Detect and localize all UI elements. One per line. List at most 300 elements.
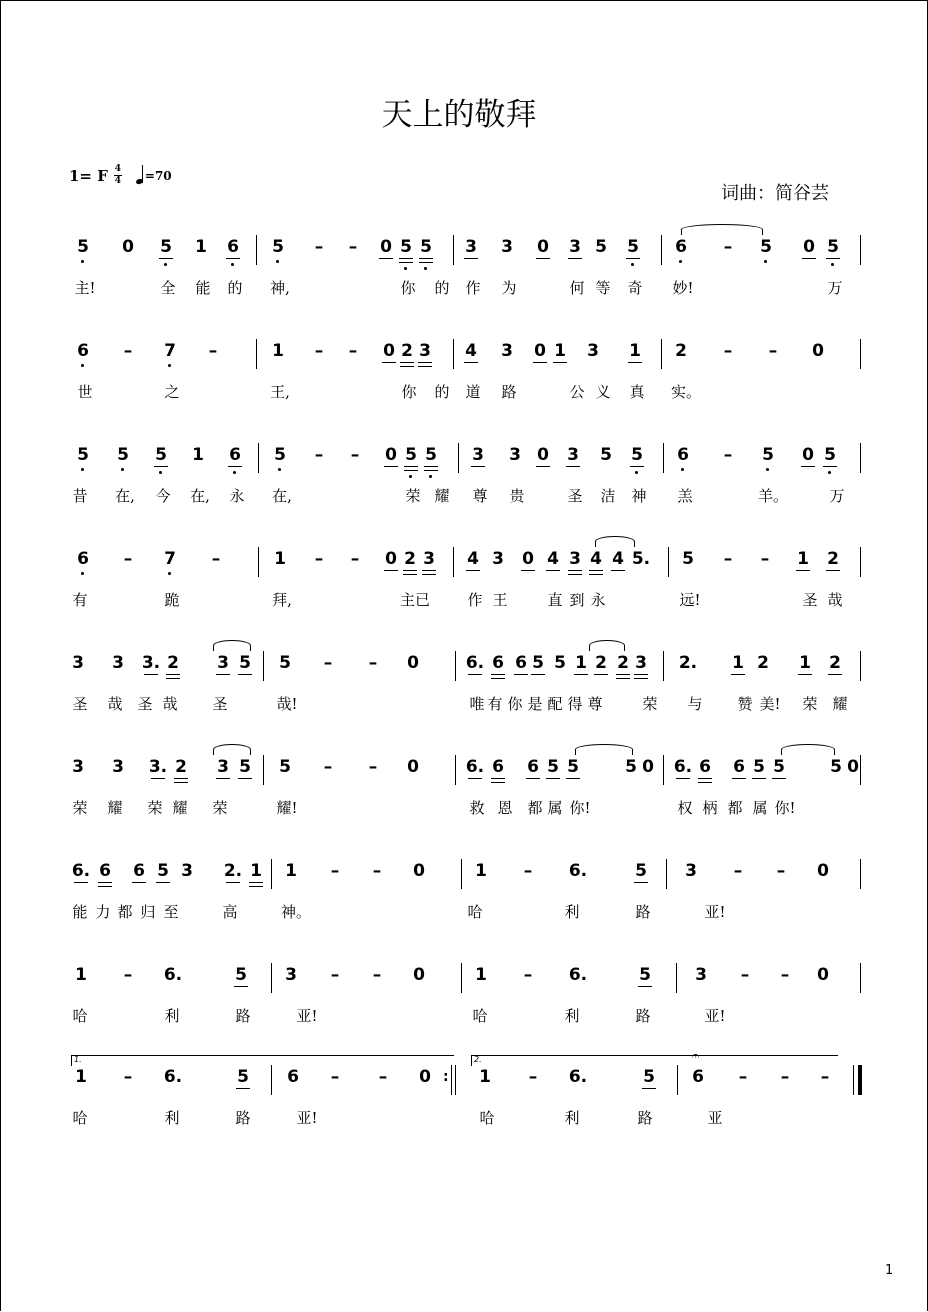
note: 3: [181, 861, 193, 881]
barline: [860, 547, 861, 577]
note: 2: [595, 653, 607, 673]
underline-beam: [526, 778, 540, 779]
underline-beam: [772, 778, 786, 779]
note: 7: [164, 549, 176, 569]
lyric-syllable: 永: [590, 591, 606, 609]
low-octave-dot: [831, 263, 834, 266]
underline-beam: [638, 986, 652, 987]
lyric-syllable: 何: [569, 279, 585, 297]
note: 5: [635, 861, 647, 881]
note: 6: [675, 237, 687, 257]
lyric-syllable: 哈: [467, 903, 483, 921]
note: 5: [554, 653, 566, 673]
underline-beam: [546, 570, 560, 571]
underline-beam: [642, 1088, 656, 1089]
barline: [860, 859, 861, 889]
note: 3: [423, 549, 435, 569]
note: 3: [567, 445, 579, 465]
lyric-syllable: 圣: [802, 591, 818, 609]
lyric-syllable: 至: [163, 903, 179, 921]
note: 0: [817, 965, 829, 985]
underline-beam: [491, 678, 505, 679]
note: 5: [405, 445, 417, 465]
note: 1: [192, 445, 204, 465]
note: 2: [675, 341, 687, 361]
underline-beam: [159, 258, 173, 259]
barline: [853, 1065, 854, 1095]
lyric-syllable: 高: [222, 903, 238, 921]
note: 2: [175, 757, 187, 777]
note: 1: [274, 549, 286, 569]
tie-slur: [595, 536, 635, 547]
note: 5: [639, 965, 651, 985]
lyric-syllable: 利: [564, 903, 580, 921]
note: 2: [829, 653, 841, 673]
lyric-syllable: 力: [95, 903, 111, 921]
underline-beam: [384, 466, 398, 467]
note: 4: [590, 549, 602, 569]
low-octave-dot: [233, 471, 236, 474]
lyric-syllable: 耀: [832, 695, 848, 713]
note: 6: [733, 757, 745, 777]
note: 1: [475, 965, 487, 985]
note: –: [776, 861, 786, 881]
score-system: [1, 1049, 927, 1168]
low-octave-dot: [681, 468, 684, 471]
volta-bracket: [71, 1055, 454, 1066]
barline: [455, 651, 456, 681]
note: 1: [250, 861, 262, 881]
note: 0: [812, 341, 824, 361]
note: 5: [827, 237, 839, 257]
lyric-syllable: 为: [501, 279, 517, 297]
song-title: 天上的敬拜: [381, 97, 537, 133]
note: –: [768, 341, 778, 361]
underline-beam: [399, 258, 413, 259]
note: 5: [274, 445, 286, 465]
note: 5: [753, 757, 765, 777]
barline: [263, 651, 264, 681]
time-signature: [114, 165, 122, 186]
note: 6: [133, 861, 145, 881]
underline-beam: [546, 778, 560, 779]
note: 0: [385, 549, 397, 569]
lyric-syllable: 拜,: [272, 591, 292, 609]
low-octave-dot: [429, 475, 432, 478]
barline: [271, 1065, 272, 1095]
lyric-syllable: 你: [507, 695, 523, 713]
lyric-syllable: 路: [635, 1007, 651, 1025]
lyric-syllable: 圣: [212, 695, 228, 713]
underline-beam: [826, 258, 840, 259]
lyric-syllable: 直: [547, 591, 563, 609]
lyric-syllable: 都: [727, 799, 743, 817]
underline-beam: [634, 674, 648, 675]
lyric-syllable: 利: [164, 1007, 180, 1025]
notation-row: [63, 649, 867, 689]
note: 5: [760, 237, 772, 257]
score-system: [1, 753, 927, 858]
low-octave-dot: [159, 471, 162, 474]
barline: [860, 755, 861, 785]
lyric-syllable: 永: [229, 487, 245, 505]
lyric-syllable: 利: [564, 1007, 580, 1025]
underline-beam: [156, 882, 170, 883]
barline: [668, 547, 669, 577]
underline-beam: [466, 570, 480, 571]
underline-beam: [418, 366, 432, 367]
lyric-syllable: 跪: [164, 591, 180, 609]
low-octave-dot: [81, 260, 84, 263]
note: 7: [164, 341, 176, 361]
note: 6.: [71, 861, 91, 881]
note: 3: [569, 549, 581, 569]
notation-row: [63, 337, 867, 377]
note: 4: [467, 549, 479, 569]
repeat-dots: :: [443, 1069, 449, 1085]
underline-beam: [616, 674, 630, 675]
note: –: [314, 341, 324, 361]
note: 1: [272, 341, 284, 361]
underline-beam: [491, 782, 505, 783]
note: –: [372, 965, 382, 985]
underline-beam: [589, 574, 603, 575]
lyric-syllable: 作: [467, 591, 483, 609]
notation-row: [63, 857, 867, 897]
note: 5: [155, 445, 167, 465]
note: 6: [77, 549, 89, 569]
note: –: [350, 445, 360, 465]
barline: [271, 963, 272, 993]
underline-beam: [236, 1088, 250, 1089]
lyric-syllable: 远!: [679, 591, 701, 609]
note: 1: [285, 861, 297, 881]
note: 5: [773, 757, 785, 777]
lyric-syllable: 哉: [162, 695, 178, 713]
lyric-syllable: 属: [547, 799, 563, 817]
note: 6.: [163, 965, 183, 985]
underline-beam: [379, 258, 393, 259]
low-octave-dot: [404, 267, 407, 270]
note: 3: [501, 341, 513, 361]
note: 3: [217, 653, 229, 673]
note: 2: [827, 549, 839, 569]
low-octave-dot: [278, 468, 281, 471]
lyric-syllable: 主!: [74, 279, 96, 297]
underline-beam: [228, 466, 242, 467]
underline-beam: [514, 674, 528, 675]
time-top: 4: [114, 164, 122, 174]
note: 1: [195, 237, 207, 257]
underline-beam: [422, 570, 436, 571]
underline-beam: [403, 570, 417, 571]
note: –: [314, 549, 324, 569]
note: –: [760, 549, 770, 569]
lyric-syllable: 今: [155, 487, 171, 505]
note: 6: [515, 653, 527, 673]
note: 5: [235, 965, 247, 985]
page-number: 1: [885, 1263, 894, 1278]
underline-beam: [166, 678, 180, 679]
low-octave-dot: [81, 364, 84, 367]
lyric-syllable: 能: [72, 903, 88, 921]
note: 0: [419, 1067, 431, 1087]
barline: [258, 443, 259, 473]
lyric-syllable: 亚!: [704, 903, 726, 921]
barline: [676, 963, 677, 993]
note: –: [330, 861, 340, 881]
note: –: [723, 445, 733, 465]
tie-slur: [213, 744, 251, 755]
note: –: [123, 1067, 133, 1087]
underline-beam: [216, 674, 230, 675]
barline: [461, 963, 462, 993]
note: 6: [699, 757, 711, 777]
low-octave-dot: [766, 468, 769, 471]
underline-beam: [400, 366, 414, 367]
note: 5.: [631, 549, 651, 569]
note: 1: [575, 653, 587, 673]
lyric-syllable: 恩: [497, 799, 513, 817]
underline-beam: [98, 882, 112, 883]
note: 3: [112, 653, 124, 673]
note: 3: [285, 965, 297, 985]
lyric-syllable: 归: [140, 903, 156, 921]
lyric-syllable: 等: [595, 279, 611, 297]
tempo-value: =70: [144, 168, 172, 183]
note: –: [330, 1067, 340, 1087]
underline-beam: [226, 258, 240, 259]
note: 6: [287, 1067, 299, 1087]
underline-beam: [216, 778, 230, 779]
note: –: [314, 445, 324, 465]
low-octave-dot: [409, 475, 412, 478]
lyric-syllable: 路: [235, 1007, 251, 1025]
note: 5: [157, 861, 169, 881]
lyric-syllable: 耀: [172, 799, 188, 817]
note: 0: [122, 237, 134, 257]
note: 3: [501, 237, 513, 257]
score-system: [1, 961, 927, 1066]
low-octave-dot: [168, 364, 171, 367]
lyric-syllable: 的: [227, 279, 243, 297]
note: 5: [532, 653, 544, 673]
note: 3.: [148, 757, 168, 777]
barline: [453, 339, 454, 369]
underline-beam: [589, 570, 603, 571]
note: 5: [627, 237, 639, 257]
lyric-syllable: 在,: [115, 487, 135, 505]
underline-beam: [611, 570, 625, 571]
barline: [860, 443, 861, 473]
note: –: [330, 965, 340, 985]
lyric-syllable: 昔: [72, 487, 88, 505]
underline-beam: [802, 258, 816, 259]
barline: [453, 235, 454, 265]
lyric-syllable: 与: [687, 695, 703, 713]
note: 5: [600, 445, 612, 465]
note: 5: [595, 237, 607, 257]
underline-beam: [698, 778, 712, 779]
lyric-syllable: 全: [160, 279, 176, 297]
barline: [663, 651, 664, 681]
note: 0: [803, 237, 815, 257]
note: –: [211, 549, 221, 569]
note: –: [348, 341, 358, 361]
note: 1: [799, 653, 811, 673]
tie-slur: [781, 744, 835, 755]
note: 3: [465, 237, 477, 257]
barline: [455, 1065, 456, 1095]
note: 3: [419, 341, 431, 361]
lyric-syllable: 在,: [272, 487, 292, 505]
note: 6: [229, 445, 241, 465]
note: –: [323, 757, 333, 777]
note: 0: [413, 965, 425, 985]
note: 5: [631, 445, 643, 465]
lyric-syllable: 神,: [270, 279, 290, 297]
note: –: [378, 1067, 388, 1087]
notation-row: [63, 233, 867, 273]
lyric-syllable: 救: [469, 799, 485, 817]
note: 6: [492, 757, 504, 777]
underline-beam: [630, 466, 644, 467]
underline-beam: [424, 470, 438, 471]
low-octave-dot: [276, 260, 279, 263]
lyric-syllable: 真: [629, 383, 645, 401]
barline: [258, 547, 259, 577]
note: 3: [685, 861, 697, 881]
lyric-syllable: 耀!: [276, 799, 298, 817]
lyric-syllable: 哉: [827, 591, 843, 609]
tie-slur: [213, 640, 251, 651]
lyric-syllable: 有: [487, 695, 503, 713]
underline-beam: [732, 778, 746, 779]
underline-beam: [424, 466, 438, 467]
low-octave-dot: [231, 263, 234, 266]
barline: [458, 443, 459, 473]
underline-beam: [628, 362, 642, 363]
underline-beam: [404, 466, 418, 467]
lyric-syllable: 尊: [472, 487, 488, 505]
note: 5: [279, 757, 291, 777]
underline-beam: [400, 362, 414, 363]
time-bottom: 4: [114, 176, 122, 186]
note: 5: [682, 549, 694, 569]
note: 6.: [568, 861, 588, 881]
volta-bracket: [471, 1055, 838, 1066]
note: –: [780, 965, 790, 985]
underline-beam: [468, 674, 482, 675]
barline: [461, 859, 462, 889]
note: 0: [537, 445, 549, 465]
note: 0: [534, 341, 546, 361]
note: 5: [160, 237, 172, 257]
note: 4: [547, 549, 559, 569]
note: 1: [732, 653, 744, 673]
underline-beam: [226, 882, 240, 883]
note: 0: [385, 445, 397, 465]
note: 3: [635, 653, 647, 673]
lyric-syllable: 的: [434, 279, 450, 297]
low-octave-dot: [764, 260, 767, 263]
note: –: [723, 341, 733, 361]
lyric-syllable: 羔: [677, 487, 693, 505]
note: 4: [612, 549, 624, 569]
lyric-syllable: 属: [752, 799, 768, 817]
note: 6: [99, 861, 111, 881]
barline: [677, 1065, 678, 1095]
barline: [256, 235, 257, 265]
lyric-syllable: 哉: [107, 695, 123, 713]
underline-beam: [566, 778, 580, 779]
note: 1: [797, 549, 809, 569]
note: –: [123, 549, 133, 569]
low-octave-dot: [81, 468, 84, 471]
volta-label: 2.: [474, 1055, 482, 1064]
lyric-syllable: 路: [235, 1109, 251, 1127]
low-octave-dot: [635, 471, 638, 474]
note: –: [723, 237, 733, 257]
note: 5: [400, 237, 412, 257]
note: 5: [239, 653, 251, 673]
underline-beam: [419, 258, 433, 259]
low-octave-dot: [424, 267, 427, 270]
underline-beam: [676, 778, 690, 779]
note: 3: [569, 237, 581, 257]
lyric-syllable: 荣: [802, 695, 818, 713]
lyric-syllable: 在,: [190, 487, 210, 505]
lyric-syllable: 路: [637, 1109, 653, 1127]
underline-beam: [828, 674, 842, 675]
low-octave-dot: [631, 263, 634, 266]
underline-beam: [752, 778, 766, 779]
barline: [453, 547, 454, 577]
volta-label: 1.: [74, 1055, 82, 1064]
underline-beam: [403, 574, 417, 575]
barline: [860, 235, 861, 265]
note: 6: [227, 237, 239, 257]
lyric-syllable: 哈: [472, 1007, 488, 1025]
note: 6: [527, 757, 539, 777]
note: 0: [802, 445, 814, 465]
underline-beam: [566, 466, 580, 467]
note: 5: [425, 445, 437, 465]
note: 5: [77, 445, 89, 465]
lyric-syllable: 圣: [567, 487, 583, 505]
lyric-syllable: 利: [564, 1109, 580, 1127]
barline: [256, 339, 257, 369]
lyric-syllable: 神。: [281, 903, 312, 921]
note: –: [733, 861, 743, 881]
lyric-syllable: 公: [569, 383, 585, 401]
lyric-syllable: 哉!: [276, 695, 298, 713]
note: 5: [824, 445, 836, 465]
underline-beam: [616, 678, 630, 679]
lyric-syllable: 神: [631, 487, 647, 505]
lyric-syllable: 世: [77, 383, 93, 401]
barline: [661, 339, 662, 369]
note: 1: [629, 341, 641, 361]
underline-beam: [132, 882, 146, 883]
lyric-syllable: 都: [117, 903, 133, 921]
barline: [661, 235, 662, 265]
note: 2: [757, 653, 769, 673]
note: 0: [407, 757, 419, 777]
note: 0: [383, 341, 395, 361]
lyric-syllable: 赞: [737, 695, 753, 713]
underline-beam: [491, 778, 505, 779]
